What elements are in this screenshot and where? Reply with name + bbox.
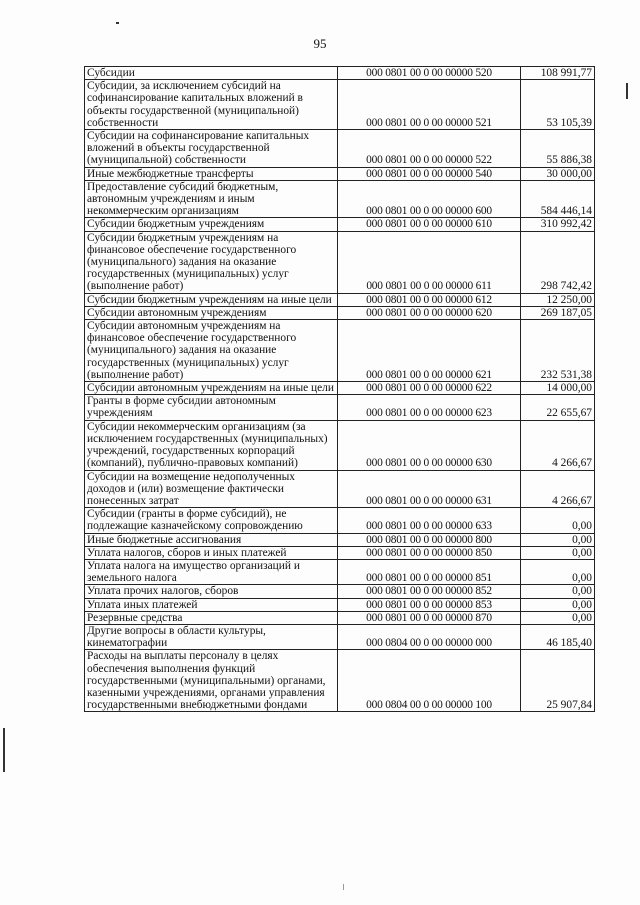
row-amount-cell: 0,00 [521,611,595,624]
table-row [85,130,595,168]
row-amount-cell: 25 907,84 [521,650,595,712]
page-number: 95 [313,36,327,51]
table-row [85,80,595,130]
scan-mark [3,728,5,772]
row-amount-cell: 0,00 [521,533,595,546]
row-amount-cell: 108 991,77 [521,67,595,80]
table-row [85,546,595,559]
row-name-cell: Субсидии бюджетным учреждениям на финансовое обеспечение государственного (муниципального) задания на оказание государственных (муниципальных) услуг (выполнение работ) [85,231,338,293]
row-name-cell: Предоставление субсидий бюджетным, автономным учреждениям и иным некоммерческим организациям [85,180,338,218]
table-row [85,559,595,584]
row-name-cell: Иные бюджетные ассигнования [85,533,338,546]
row-amount-cell: 0,00 [521,508,595,533]
row-name-cell: Другие вопросы в области культуры, кинематографии [85,624,338,649]
table-row [85,320,595,382]
table-row [85,598,595,611]
table-row [85,533,595,546]
row-code-cell: 000 0804 00 0 00 00000 000 [338,624,521,649]
row-name-cell: Расходы на выплаты персоналу в целях обеспечения выполнения функций государственными (муниципальными) органами, казенными учреждениями, органами управления государственными внебюджетными фондами [85,650,338,712]
row-code-cell: 000 0801 00 0 00 00000 610 [338,218,521,231]
table-row [85,293,595,306]
row-name-cell: Резервные средства [85,611,338,624]
row-code-cell: 000 0801 00 0 00 00000 623 [338,395,521,420]
row-code-cell: 000 0801 00 0 00 00000 522 [338,130,521,168]
row-name-cell: Уплата налогов, сборов и иных платежей [85,546,338,559]
row-name-cell: Уплата прочих налогов, сборов [85,585,338,598]
row-code-cell: 000 0801 00 0 00 00000 852 [338,585,521,598]
row-code-cell: 000 0801 00 0 00 00000 612 [338,293,521,306]
scan-mark [626,83,628,99]
row-name-cell: Субсидии (гранты в форме субсидий), не подлежащие казначейскому сопровождению [85,508,338,533]
row-code-cell: 000 0801 00 0 00 00000 850 [338,546,521,559]
row-amount-cell: 232 531,38 [521,320,595,382]
row-name-cell: Субсидии, за исключением субсидий на софинансирование капитальных вложений в объекты государственной (муниципальной) собственности [85,80,338,130]
row-code-cell: 000 0804 00 0 00 00000 100 [338,650,521,712]
row-name-cell: Гранты в форме субсидии автономным учреждениям [85,395,338,420]
row-amount-cell: 0,00 [521,546,595,559]
row-amount-cell: 269 187,05 [521,306,595,319]
row-name-cell: Субсидии некоммерческим организациям (за исключением государственных (муниципальных) учреждений, государственных корпораций (компаний), публично-правовых компаний) [85,420,338,470]
row-amount-cell: 53 105,39 [521,80,595,130]
table-row [85,611,595,624]
table-row [85,508,595,533]
row-code-cell: 000 0801 00 0 00 00000 621 [338,320,521,382]
row-amount-cell: 4 266,67 [521,470,595,508]
row-code-cell: 000 0801 00 0 00 00000 521 [338,80,521,130]
table-row [85,585,595,598]
row-amount-cell: 0,00 [521,585,595,598]
row-code-cell: 000 0801 00 0 00 00000 870 [338,611,521,624]
row-amount-cell: 12 250,00 [521,293,595,306]
table-row [85,231,595,293]
table-row [85,382,595,395]
row-name-cell: Субсидии на софинансирование капитальных вложений в объекты государственной (муниципальной) собственности [85,130,338,168]
row-code-cell: 000 0801 00 0 00 00000 631 [338,470,521,508]
row-code-cell: 000 0801 00 0 00 00000 540 [338,167,521,180]
row-amount-cell: 46 185,40 [521,624,595,649]
row-code-cell: 000 0801 00 0 00 00000 620 [338,306,521,319]
table-row [85,67,595,80]
row-name-cell: Субсидии на возмещение недополученных доходов и (или) возмещение фактически понесенных затрат [85,470,338,508]
row-code-cell: 000 0801 00 0 00 00000 622 [338,382,521,395]
row-name-cell: Субсидии автономным учреждениям на иные цели [85,382,338,395]
row-amount-cell: 22 655,67 [521,395,595,420]
row-code-cell: 000 0801 00 0 00 00000 611 [338,231,521,293]
row-amount-cell: 310 992,42 [521,218,595,231]
row-name-cell: Субсидии бюджетным учреждениям на иные цели [85,293,338,306]
table-row [85,395,595,420]
row-amount-cell: 298 742,42 [521,231,595,293]
table-row [85,650,595,712]
row-code-cell: 000 0801 00 0 00 00000 800 [338,533,521,546]
scan-mark [116,22,119,24]
budget-table-body [85,67,595,712]
row-code-cell: 000 0801 00 0 00 00000 853 [338,598,521,611]
table-row [85,180,595,218]
row-amount-cell: 14 000,00 [521,382,595,395]
row-amount-cell: 30 000,00 [521,167,595,180]
row-code-cell: 000 0801 00 0 00 00000 600 [338,180,521,218]
row-name-cell: Субсидии [85,67,338,80]
row-name-cell: Иные межбюджетные трансферты [85,167,338,180]
row-name-cell: Субсидии автономным учреждениям [85,306,338,319]
row-name-cell: Уплата иных платежей [85,598,338,611]
table-row [85,624,595,649]
row-code-cell: 000 0801 00 0 00 00000 630 [338,420,521,470]
table-row [85,306,595,319]
budget-table [84,66,595,712]
row-amount-cell: 0,00 [521,598,595,611]
row-name-cell: Субсидии автономным учреждениям на финансовое обеспечение государственного (муниципального) задания на оказание государственных (муниципальных) услуг (выполнение работ) [85,320,338,382]
table-row [85,218,595,231]
row-amount-cell: 584 446,14 [521,180,595,218]
row-code-cell: 000 0801 00 0 00 00000 633 [338,508,521,533]
row-amount-cell: 55 886,38 [521,130,595,168]
table-row [85,167,595,180]
row-amount-cell: 4 266,67 [521,420,595,470]
row-code-cell: 000 0801 00 0 00 00000 851 [338,559,521,584]
row-code-cell: 000 0801 00 0 00 00000 520 [338,67,521,80]
table-row [85,470,595,508]
row-name-cell: Уплата налога на имущество организаций и земельного налога [85,559,338,584]
scan-mark [343,884,344,890]
table-row [85,420,595,470]
row-name-cell: Субсидии бюджетным учреждениям [85,218,338,231]
row-amount-cell: 0,00 [521,559,595,584]
